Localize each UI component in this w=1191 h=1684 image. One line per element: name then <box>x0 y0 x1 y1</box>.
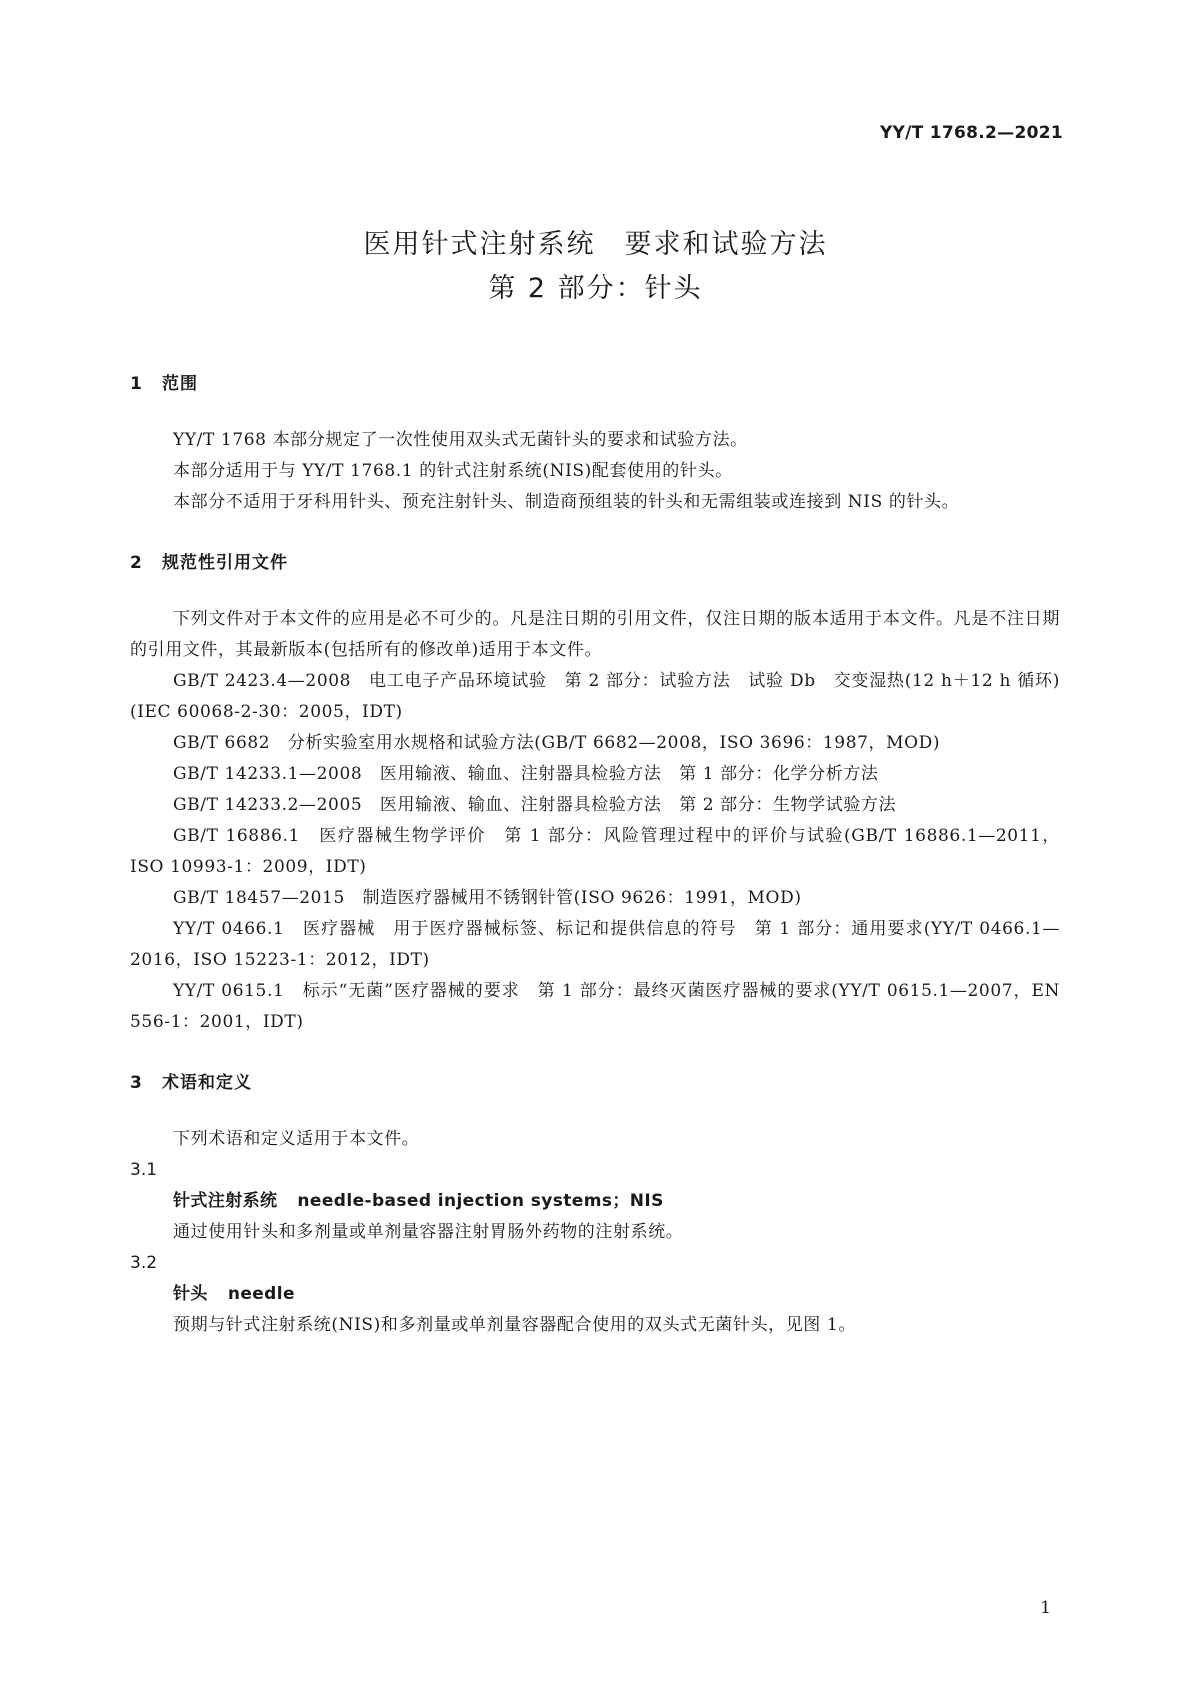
term-definition: 预期与针式注射系统(NIS)和多剂量或单剂量容器配合使用的双头式无菌针头，见图 1。 <box>173 1315 856 1335</box>
scope-paragraph: 本部分不适用于牙科用针头、预充注射针头、制造商预组装的针头和无需组装或连接到 NIS 的针头。 <box>173 492 960 512</box>
references-intro: 下列文件对于本文件的应用是必不可少的。凡是注日期的引用文件，仅注日期的版本适用于本文件。凡是不注日期的引用文件，其最新版本(包括所有的修改单)适用于本文件。 <box>130 609 1060 660</box>
section-title: 术语和定义 <box>162 1073 252 1093</box>
page-number: 1 <box>1040 1598 1051 1618</box>
scope-paragraph: YY/T 1768 本部分规定了一次性使用双头式无菌针头的要求和试验方法。 <box>173 430 748 450</box>
reference-entry: GB/T 6682 分析实验室用水规格和试验方法(GB/T 6682—2008，ISO 3696：1987，MOD) <box>173 733 941 753</box>
section-number: 2 <box>130 553 143 573</box>
section-title: 范围 <box>162 374 198 394</box>
reference-entry: GB/T 2423.4—2008 电工电子产品环境试验 第 2 部分：试验方法 试验 Db 交变湿热(12 h＋12 h 循环)(IEC 60068-2-30：2005，IDT) <box>130 671 1060 722</box>
section-number: 3 <box>130 1073 143 1093</box>
term-zh: 针头 <box>173 1284 208 1304</box>
section-heading-terms <box>130 1067 1060 1099</box>
term-title <box>130 1186 1060 1217</box>
title-line-1: 医用针式注射系统 要求和试验方法 <box>363 229 828 260</box>
scope-paragraph: 本部分适用于与 YY/T 1768.1 的针式注射系统(NIS)配套使用的针头。 <box>173 461 733 481</box>
terms-intro: 下列术语和定义适用于本文件。 <box>173 1129 420 1149</box>
document-title <box>0 223 1191 311</box>
title-line-2: 第 2 部分：针头 <box>488 273 703 304</box>
term-en: needle-based injection systems；NIS <box>297 1191 664 1211</box>
section-number: 1 <box>130 374 143 394</box>
section-heading-normative-references <box>130 547 1060 579</box>
reference-entry: GB/T 16886.1 医疗器械生物学评价 第 1 部分：风险管理过程中的评价与试验(GB/T 16886.1—2011，ISO 10993-1：2009，IDT) <box>130 826 1060 877</box>
section-title: 规范性引用文件 <box>162 553 288 573</box>
term-number: 3.1 <box>130 1160 158 1180</box>
term-zh: 针式注射系统 <box>173 1191 278 1211</box>
section-heading-scope <box>130 368 1060 400</box>
term-title <box>130 1279 1060 1310</box>
reference-entry: GB/T 14233.2—2005 医用输液、输血、注射器具检验方法 第 2 部分：生物学试验方法 <box>173 795 897 815</box>
standard-number: YY/T 1768.2—2021 <box>879 123 1063 143</box>
reference-entry: YY/T 0466.1 医疗器械 用于医疗器械标签、标记和提供信息的符号 第 1 部分：通用要求(YY/T 0466.1—2016，ISO 15223-1：2012，IDT) <box>130 919 1060 970</box>
reference-entry: YY/T 0615.1 标示“无菌”医疗器械的要求 第 1 部分：最终灭菌医疗器械的要求(YY/T 0615.1—2007，EN 556-1：2001，IDT) <box>130 981 1060 1032</box>
reference-entry: GB/T 18457—2015 制造医疗器械用不锈钢针管(ISO 9626：1991，MOD) <box>173 888 802 908</box>
reference-entry: GB/T 14233.1—2008 医用输液、输血、注射器具检验方法 第 1 部分：化学分析方法 <box>173 764 879 784</box>
term-en: needle <box>227 1284 295 1304</box>
term-number: 3.2 <box>130 1253 158 1273</box>
document-body <box>130 368 1060 1341</box>
term-definition: 通过使用针头和多剂量或单剂量容器注射胃肠外药物的注射系统。 <box>173 1222 684 1242</box>
